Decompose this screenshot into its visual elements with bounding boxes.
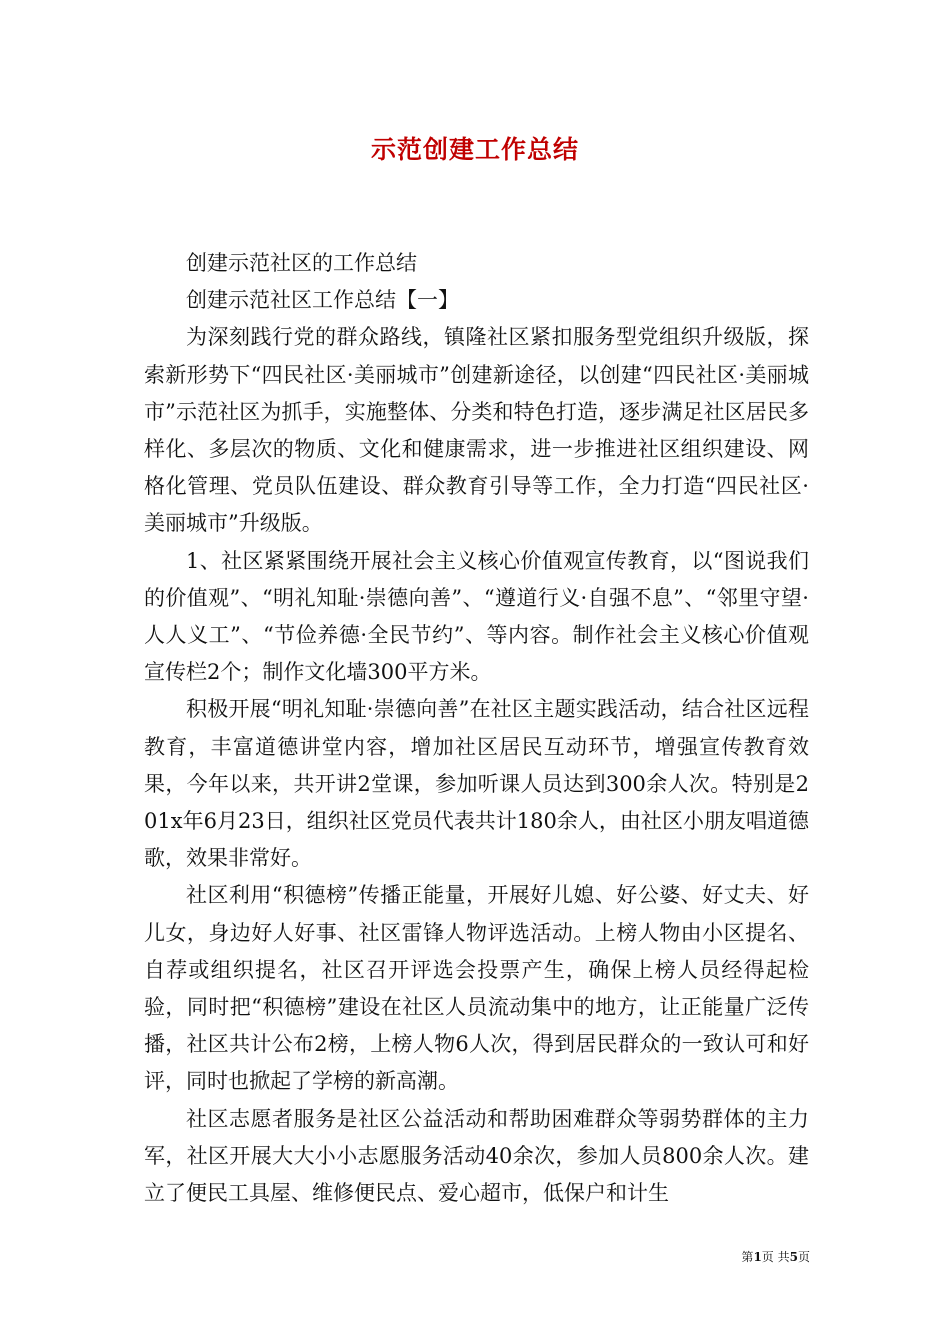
- paragraph-item-1: 1、社区紧紧围绕开展社会主义核心价值观宣传教育，以“图说我们的价值观”、“明礼知耻·崇德向善”、“遵道行义·自强不息”、“邻里守望·人人义工”、“节俭养德·全民节约”、等内容。制作社会主义核心价值观宣传栏2个；制作文化墙300平方米。: [144, 548, 809, 685]
- footer-suffix: 页: [797, 1250, 810, 1264]
- page-title: 示范创建工作总结: [370, 135, 579, 164]
- footer-prefix: 第: [741, 1250, 754, 1264]
- paragraph-jidebang: 社区利用“积德榜”传播正能量，开展好儿媳、好公婆、好丈夫、好儿女，身边好人好事、社区雷锋人物评选活动。上榜人物由小区提名、自荐或组织提名，社区召开评选会投票产生，确保上榜人员经得起检验，同时把“积德榜”建设在社区人员流动集中的地方，让正能量广泛传播，社区共计公布2榜，上榜人物6人次，得到居民群众的一致认可和好评，同时也掀起了学榜的新高潮。: [144, 883, 809, 1094]
- paragraph-section-heading: 创建示范社区工作总结【一】: [186, 288, 459, 313]
- footer-page-number: 1: [753, 1250, 762, 1264]
- document-body: [144, 245, 809, 1212]
- paragraph-intro: 为深刻践行党的群众路线，镇隆社区紧扣服务型党组织升级版，探索新形势下“四民社区·美丽城市”创建新途径，以创建“四民社区·美丽城市”示范社区为抓手，实施整体、分类和特色打造，逐步满足社区居民多样化、多层次的物质、文化和健康需求，进一步推进社区组织建设、网格化管理、党员队伍建设、群众教育引导等工作，全力打造“四民社区·美丽城市”升级版。: [144, 325, 809, 536]
- paragraph-volunteer: 社区志愿者服务是社区公益活动和帮助困难群众等弱势群体的主力军，社区开展大大小小志愿服务活动40余次，参加人员800余人次。建立了便民工具屋、维修便民点、爱心超市，低保户和计生: [144, 1106, 809, 1206]
- page-footer: [700, 1248, 810, 1265]
- paragraph-practice: 积极开展“明礼知耻·崇德向善”在社区主题实践活动，结合社区远程教育，丰富道德讲堂内容，增加社区居民互动环节，增强宣传教育效果，今年以来，共开讲2堂课，参加听课人员达到300余人次。特别是201x年6月23日，组织社区党员代表共计180余人，由社区小朋友唱道德歌，效果非常好。: [144, 697, 809, 871]
- footer-middle: 页 共: [761, 1250, 790, 1264]
- footer-total-pages: 5: [789, 1250, 798, 1264]
- paragraph-subtitle: 创建示范社区的工作总结: [186, 251, 417, 275]
